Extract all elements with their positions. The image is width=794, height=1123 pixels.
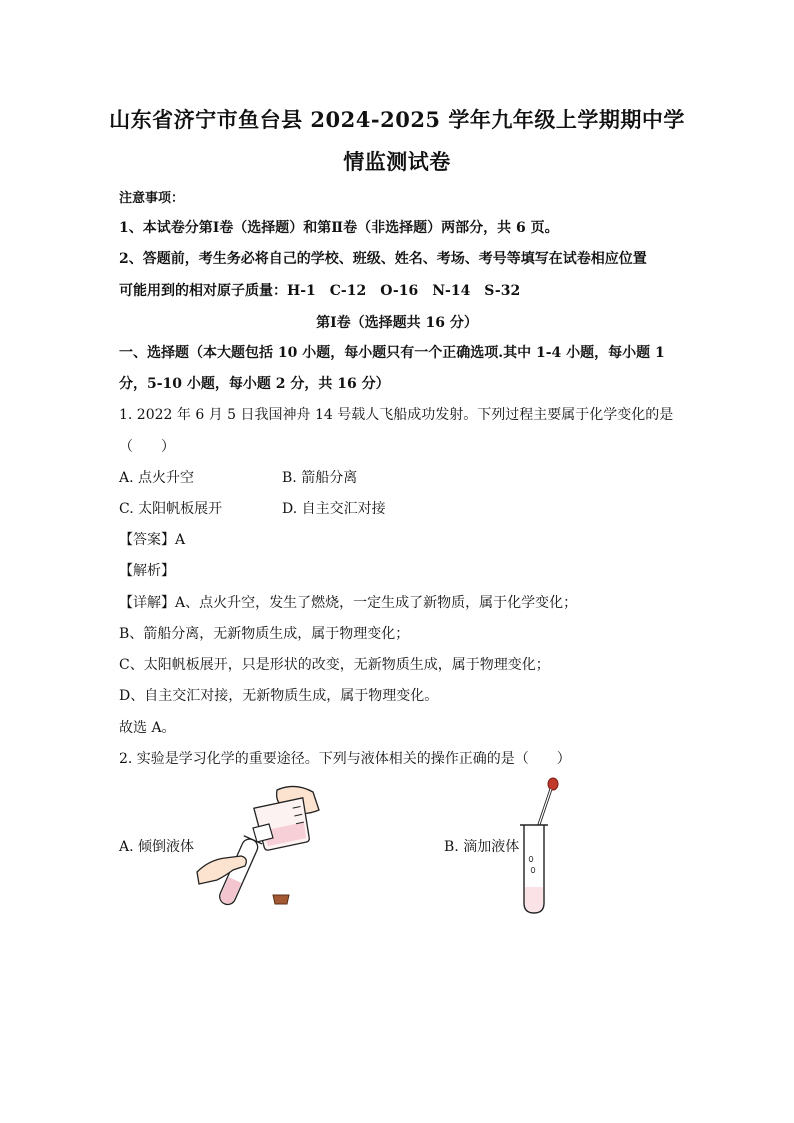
q1-answer: 【答案】A <box>119 532 186 548</box>
dropping-liquid-illustration <box>512 775 572 917</box>
q1-option-a: A. 点火升空 <box>119 470 195 486</box>
q2-option-b-label: B. 滴加液体 <box>444 839 520 855</box>
q1-option-c: C. 太阳帆板展开 <box>119 501 223 517</box>
pouring-liquid-illustration <box>195 780 325 915</box>
notice-heading: 注意事项： <box>119 191 185 206</box>
q1-detail-d: D、自主交汇对接，无新物质生成，属于物理变化。 <box>119 688 439 704</box>
beaker-shape <box>254 798 312 851</box>
q1-detail-c: C、太阳帆板展开，只是形状的改变，无新物质生成，属于物理变化； <box>119 657 550 673</box>
q1-detail-a: 【详解】A、点火升空，发生了燃烧，一定生成了新物质，属于化学变化； <box>119 595 578 611</box>
q2-stem: 2. 实验是学习化学的重要途径。下列与液体相关的操作正确的是（ ） <box>119 751 571 767</box>
q1-stem-line2: （ ） <box>119 439 175 455</box>
section1-instructions-line2: 分，5-10 小题，每小题 2 分，共 16 分） <box>119 376 390 392</box>
q1-stem-line1: 1. 2022 年 6 月 5 日我国神舟 14 号载人飞船成功发射。下列过程主要属于化学变化的是 <box>119 407 674 423</box>
atomic-mass-line: 可能用到的相对原子质量：H-1 C-12 O-16 N-14 S-32 <box>119 283 521 299</box>
section1-heading: 第Ⅰ卷（选择题共 16 分） <box>316 315 478 331</box>
drop-shape <box>531 867 535 872</box>
q1-option-b: B. 箭船分离 <box>282 470 358 486</box>
notice-item-2: 2、答题前，考生务必将自己的学校、班级、姓名、考场、考号等填写在试卷相应位置 <box>119 251 647 267</box>
q1-analysis-label: 【解析】 <box>119 563 175 579</box>
q1-detail-b: B、箭船分离，无新物质生成，属于物理变化； <box>119 626 410 642</box>
dropper-bulb-shape <box>548 778 558 790</box>
stopper-shape <box>273 895 289 904</box>
drop-shape <box>529 856 533 861</box>
notice-item-1: 1、本试卷分第Ⅰ卷（选择题）和第Ⅱ卷（非选择题）两部分，共 6 页。 <box>119 220 559 236</box>
exam-title-line1: 山东省济宁市鱼台县 2024-2025 学年九年级上学期期中学 <box>109 107 685 132</box>
q1-option-d: D. 自主交汇对接 <box>282 501 386 517</box>
exam-title-line2: 情监测试卷 <box>343 149 451 174</box>
section1-instructions-line1: 一、选择题（本大题包括 10 小题，每小题只有一个正确选项.其中 1-4 小题，每小题 1 <box>119 345 665 361</box>
q2-option-a-label: A. 倾倒液体 <box>119 839 195 855</box>
q1-conclusion: 故选 A。 <box>119 720 176 736</box>
